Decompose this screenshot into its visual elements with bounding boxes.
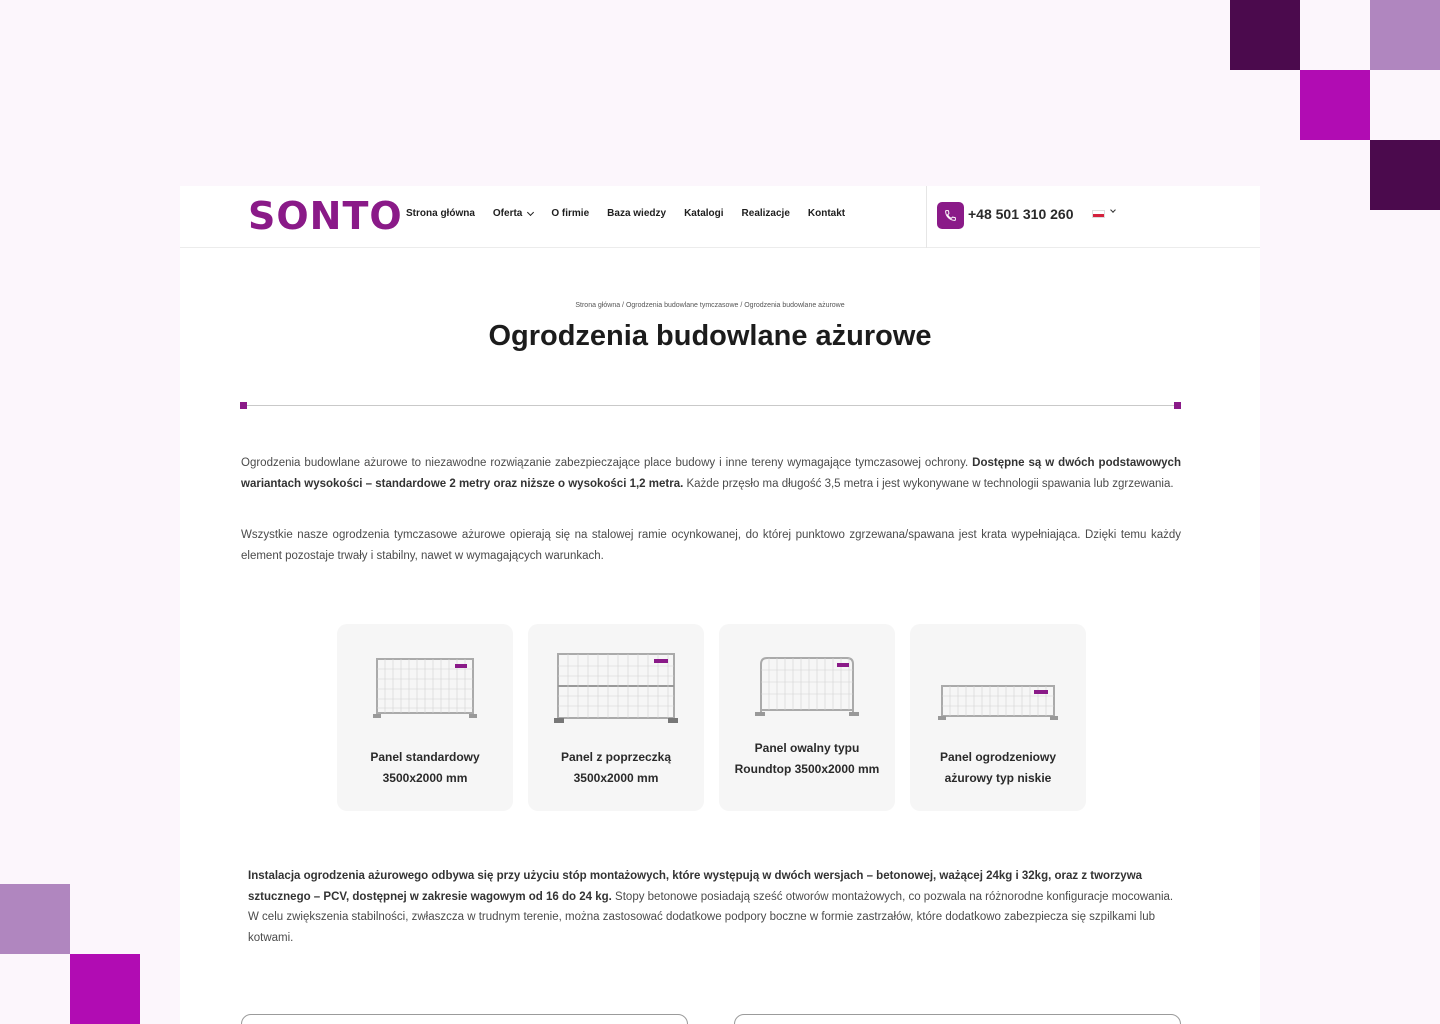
fence-panel-crossbar-icon: [528, 624, 704, 734]
decor-square-dark: [1230, 0, 1300, 70]
nav-item-about[interactable]: O firmie: [551, 208, 590, 219]
fence-panel-roundtop-icon: [719, 624, 895, 734]
phone-number[interactable]: +48 501 310 260: [968, 206, 1074, 222]
product-label: Panel standardowy 3500x2000 mm: [370, 750, 480, 785]
decor-square-light: [1370, 0, 1440, 70]
accordion-box[interactable]: [241, 1014, 688, 1024]
nav-item-realizations[interactable]: Realizacje: [741, 208, 790, 219]
decor-square-light: [0, 884, 70, 954]
poland-flag-icon[interactable]: [1092, 210, 1105, 218]
divider-dot: [1174, 402, 1181, 409]
decor-square-magenta: [70, 954, 140, 1024]
product-card-crossbar[interactable]: [528, 624, 704, 811]
breadcrumb[interactable]: Strona główna / Ogrodzenia budowlane tymczasowe / Ogrodzenia budowlane ażurowe: [575, 302, 845, 309]
logo[interactable]: SONTO: [248, 194, 403, 238]
chevron-down-icon: [527, 208, 534, 215]
chevron-down-icon[interactable]: [1110, 207, 1116, 213]
product-label: Panel owalny typu Roundtop 3500x2000 mm: [734, 741, 880, 776]
phone-icon: [944, 209, 957, 222]
nav-item-contact[interactable]: Kontakt: [807, 208, 846, 219]
installation-paragraph: Instalacja ogrodzenia ażurowego odbywa się przy użyciu stóp montażowych, które występują w dwóch wersjach – betonowej, ważącej 24kg i 32kg, oraz z tworzywa sztucznego – PCV, dostępnej w zakresie wagowym od 16 do 24 kg. Stopy betonowe posiadają sześć otworów montażowych, co pozwala na różnorodne konfiguracje mocowania. W celu zwiększenia stabilności, zwłaszcza w trudnym terenie, można zastosować dodatkowe podpory boczne w formie zastrzałów, które dodatkowo zabezpiecza się szpilkami lub kotwami.: [248, 870, 1174, 944]
divider-dot: [240, 402, 247, 409]
site-header: [180, 186, 1260, 248]
product-card-low[interactable]: [910, 624, 1086, 811]
title-divider: [243, 405, 1177, 406]
decor-square-magenta: [1300, 70, 1370, 140]
main-nav: [406, 208, 845, 219]
intro-paragraph-1: Ogrodzenia budowlane ażurowe to niezawodne rozwiązanie zabezpieczające place budowy i inne tereny wymagające tymczasowej ochrony. Dostępne są w dwóch podstawowych wariantach wysokości – standardowe 2 metry oraz niższe o wysokości 1,2 metra. Każde przęsło ma długość 3,5 metra i jest wykonywane w technologii spawania lub zgrzewania.: [241, 457, 1181, 490]
product-label: Panel ogrodzeniowy ażurowy typ niskie: [939, 750, 1056, 785]
nav-item-offer[interactable]: Oferta: [493, 208, 533, 219]
product-card-roundtop[interactable]: [719, 624, 895, 811]
decor-square-dark: [1370, 140, 1440, 210]
nav-item-home[interactable]: Strona główna: [406, 208, 475, 219]
product-label: Panel z poprzeczką 3500x2000 mm: [560, 750, 672, 785]
phone-button[interactable]: [937, 202, 964, 229]
page-title: Ogrodzenia budowlane ażurowe: [488, 320, 932, 352]
intro-paragraph-2: Wszystkie nasze ogrodzenia tymczasowe ażurowe opierają się na stalowej ramie ocynkowanej, do której punktowo zgrzewana/spawana jest krata wypełniająca. Dzięki temu każdy element pozostaje trwały i stabilny, nawet w wymagających warunkach.: [241, 529, 1181, 562]
page-card: [180, 186, 1260, 1024]
nav-item-catalogs[interactable]: Katalogi: [684, 208, 724, 219]
product-cards: [337, 624, 1086, 811]
fence-panel-icon: [337, 624, 513, 734]
header-divider: [926, 186, 927, 248]
fence-panel-low-icon: [910, 624, 1086, 734]
nav-item-knowledge[interactable]: Baza wiedzy: [607, 208, 667, 219]
accordion-box[interactable]: [734, 1014, 1181, 1024]
product-card-standard[interactable]: [337, 624, 513, 811]
